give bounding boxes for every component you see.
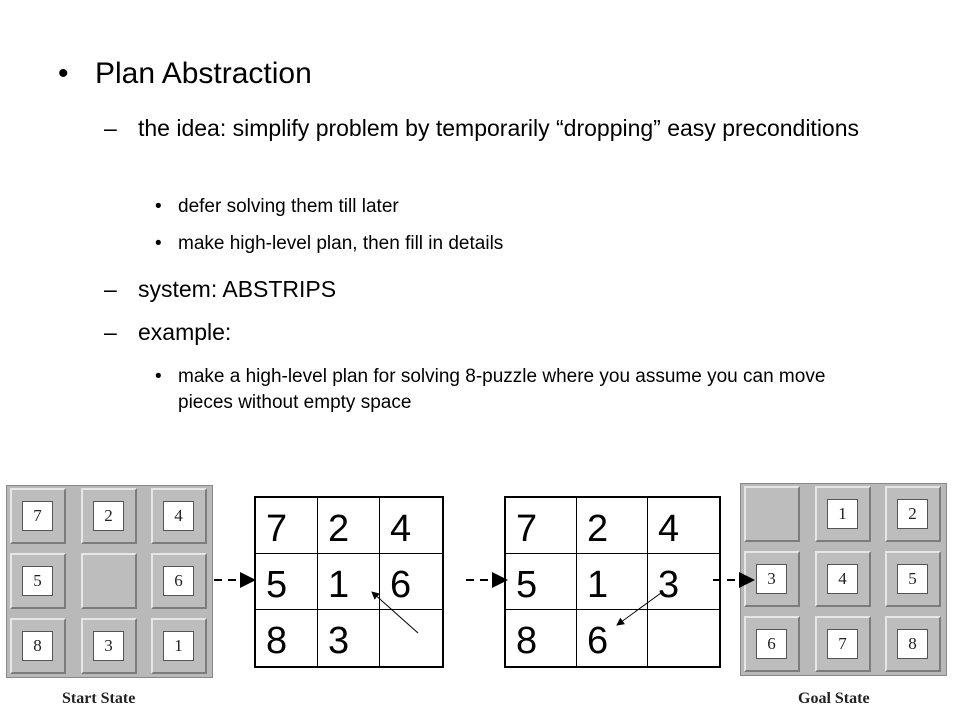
example-text: example: [138, 319, 232, 345]
defer-text: defer solving them till later [178, 196, 399, 217]
tile-label: 6 [163, 566, 194, 596]
dash-icon: – [104, 319, 117, 345]
system-text: system: ABSTRIPS [138, 276, 337, 302]
grid-cell: 1 [577, 554, 648, 610]
tile-label: 3 [756, 564, 787, 594]
tile-label: 5 [22, 566, 53, 596]
tile-label: 1 [163, 631, 194, 661]
idea-text: the idea: simplify problem by temporarily “dropping” easy preconditions [138, 115, 860, 141]
grid-cell: 1 [318, 554, 380, 610]
tile-label: 8 [897, 629, 928, 659]
grid-cell: 5 [506, 554, 577, 610]
grid-cell: 3 [648, 554, 719, 610]
grid-cell: 6 [380, 554, 442, 610]
goal-state-caption: Goal State [798, 690, 870, 707]
dash-icon: – [104, 276, 117, 302]
grid-cell: 2 [577, 498, 648, 554]
grid-cell: 7 [506, 498, 577, 554]
tile-label: 6 [756, 629, 787, 659]
tile-label: 7 [827, 629, 858, 659]
high-level-plan-text: make high-level plan, then fill in details [178, 233, 504, 254]
tile-label: 2 [897, 499, 928, 529]
tile-label: 5 [897, 564, 928, 594]
example-detail-text: make a high-level plan for solving 8-puzzle where you assume you can move pieces without empty space [178, 366, 826, 413]
grid-cell: 8 [506, 610, 577, 666]
grid-cell: 4 [648, 498, 719, 554]
grid-cell: 4 [380, 498, 442, 554]
tile-label: 1 [827, 499, 858, 529]
bullet-icon: • [155, 196, 162, 217]
tile-label: 3 [93, 631, 124, 661]
grid-cell: 8 [256, 610, 318, 666]
bullet-icon: • [155, 233, 162, 254]
tile-label: 4 [827, 564, 858, 594]
tile-label: 7 [22, 501, 53, 531]
dash-icon: – [104, 115, 117, 141]
slide-heading: Plan Abstraction [95, 57, 312, 90]
tile-label: 2 [93, 501, 124, 531]
grid-cell: 2 [318, 498, 380, 554]
tile-label: 4 [163, 501, 194, 531]
tile-label: 8 [22, 631, 53, 661]
grid-cell: 6 [577, 610, 648, 666]
grid-cell: 7 [256, 498, 318, 554]
start-state-caption: Start State [62, 690, 136, 707]
grid-cell: 5 [256, 554, 318, 610]
diagonal-arrow-icon [372, 592, 418, 633]
bullet-icon: • [58, 57, 69, 90]
diagonal-arrow-icon [617, 593, 661, 625]
bullet-icon: • [155, 366, 162, 387]
grid-cell: 3 [318, 610, 380, 666]
